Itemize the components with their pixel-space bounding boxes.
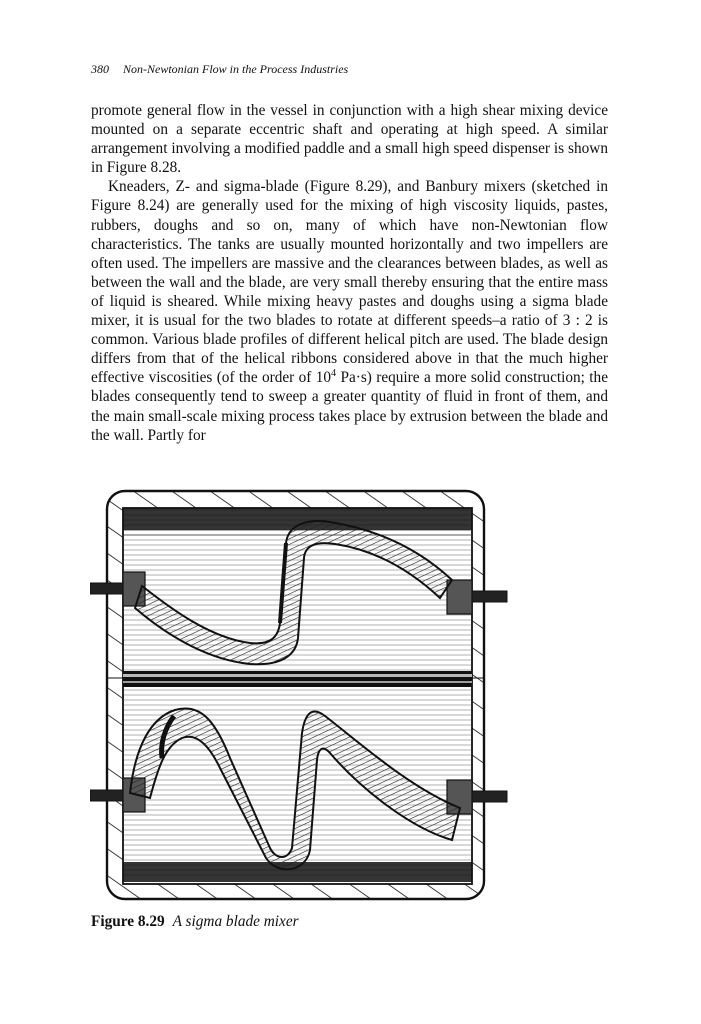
paragraph-2 [91,177,608,444]
exponent: 4 [331,368,337,380]
body-text [91,101,608,445]
figure-label: Figure 8.29 [91,913,165,930]
figure-caption [91,913,299,931]
paragraph-2-text-b: Pa·s) require a more solid construction; the blades consequently tend to sweep a greater quantity of fluid in front of them, and the main small-scale mixing process takes place by extrusion between the blade and the wall. Partly for [91,369,608,444]
book-title: Non-Newtonian Flow in the Process Industries [123,62,349,76]
figure-title: A sigma blade mixer [172,913,299,930]
center-saddle [123,671,472,687]
paragraph-2-text-a: Kneaders, Z- and sigma-blade (Figure 8.29), and Banbury mixers (sketched in Figure 8.24) are generally used for the mixing of high viscosity liquids, pastes, rubbers, doughs and so on, many of which have non-Newtonian flow characteristics. The tanks are usually mounted horizontally and two impellers are often used. The impellers are massive and the clearances between blades, as well as between the wall and the blade, are very small thereby ensuring that the entire mass of liquid is sheared. While mixing heavy pastes and doughs using a sigma blade mixer, it is usual for the two blades to rotate at different speeds–a ratio of 3 : 2 is common. Various blade profiles of different helical pitch are used. The blade design differs from that of the helical ribbons considered above in that the much higher effective viscosities (of the order of 10 [91,178,608,387]
page-number: 380 [91,62,109,76]
paragraph-1: promote general flow in the vessel in conjunction with a high shear mixing device mounted on a separate eccentric shaft and operating at high speed. A similar arrangement involving a modified paddle and a small high speed dispenser is shown in Figure 8.28. [91,102,608,177]
running-head [91,62,348,77]
sigma-blade-mixer-figure [90,488,510,902]
